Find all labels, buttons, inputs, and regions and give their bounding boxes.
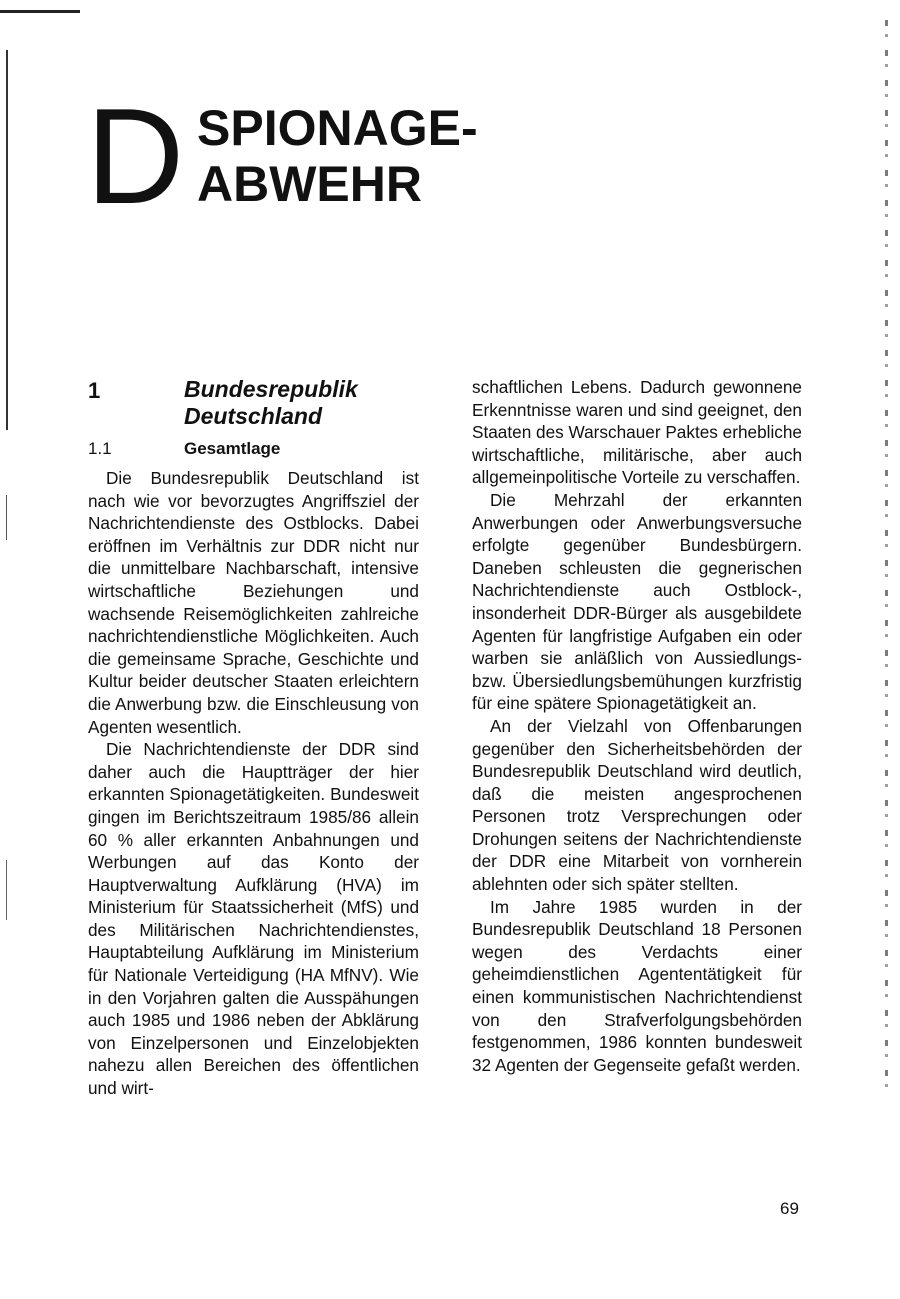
scan-artifact-right	[885, 20, 888, 1100]
chapter-title-line: SPIONAGE-	[197, 100, 478, 156]
scan-artifact-left	[6, 495, 7, 540]
section-title	[184, 376, 444, 430]
paragraph: Die Mehrzahl der erkannten Anwerbungen oder Anwerbungsversuche erfolgte gegenüber Bundesbürgern. Daneben schleusten die gegnerischen Nachrichtendienste auch Ostblock-, insonderheit DDR-Bürger als ausgebildete Agenten für langfristige Aufgaben ein oder warben sie anläßlich von Aussiedlungs- bzw. Übersiedlungsbemühungen kurzfristig für eine spätere Spionagetätigkeit an.	[472, 489, 802, 714]
paragraph: Die Bundesrepublik Deutschland ist nach wie vor bevorzugtes Angriffsziel der Nachrichtendienste des Ostblocks. Dabei eröffnen im Verhältnis zur DDR nicht nur die unmittelbare Nachbarschaft, intensive wirtschaftliche Beziehungen und wachsende Reisemöglichkeiten zahlreiche nachrichtendienstliche Möglichkeiten. Auch die gemeinsame Sprache, Geschichte und Kultur beider deutscher Staaten erleichtern die Anwerbung bzw. die Einschleusung von Agenten wesentlich.	[88, 468, 419, 737]
chapter-title-line: ABWEHR	[197, 156, 422, 212]
chapter-title	[197, 100, 478, 212]
paragraph: Die Nachrichtendienste der DDR sind daher auch die Hauptträger der hier erkannten Spionagetätigkeiten. Bundesweit gingen im Berichtszeitraum 1985/86 allein 60 % aller erkannten Anbahnungen und Werbungen auf das Konto der Hauptverwaltung Aufklärung (HVA) im Ministerium für Staatssicherheit (MfS) und des Militärischen Nachrichtendienstes, Hauptabteilung Aufklärung im Ministerium für Nationale Verteidigung (HA MfNV). Wie in den Vorjahren galten die Ausspähungen auch 1985 und 1986 neben der Abklärung von Einzelpersonen und Einzelobjekten nahezu allen Bereichen des öffentlichen und wirt-	[88, 739, 419, 1099]
paragraph: Im Jahre 1985 wurden in der Bundesrepublik Deutschland 18 Personen wegen des Verdachts einer geheimdienstlichen Agententätigkeit für einen kommunistischen Nachrichtendienst von den Strafverfolgungsbehörden festgenommen, 1986 konnten bundesweit 32 Agenten der Gegenseite gefaßt werden.	[472, 896, 802, 1075]
paragraph: schaftlichen Lebens. Dadurch gewonnene Erkenntnisse waren und sind geeignet, den Staaten des Warschauer Paktes erhebliche wirtschaftliche, militärische, aber auch allgemeinpolitische Vorteile zu verschaffen.	[472, 377, 802, 488]
paragraph: An der Vielzahl von Offenbarungen gegenüber den Sicherheitsbehörden der Bundesrepublik Deutschland wird deutlich, daß die meisten angesprochenen Personen trotz Versprechungen oder Drohungen seitens der Nachrichtendienste der DDR eine Mitarbeit von vornherein ablehnten oder sich später stellten.	[472, 715, 802, 895]
section-title-line: Deutschland	[184, 403, 323, 429]
scan-artifact-top	[0, 10, 80, 13]
left-column	[88, 467, 419, 1100]
page-number: 69	[780, 1199, 799, 1218]
right-column	[472, 376, 802, 1076]
chapter-letter: D	[86, 80, 185, 232]
subsection-number: 1.1	[88, 439, 112, 458]
section-number: 1	[88, 378, 101, 403]
scan-artifact-left	[6, 50, 8, 430]
subsection-title: Gesamtlage	[184, 439, 281, 458]
section-title-line: Bundesrepublik	[184, 376, 358, 402]
scan-artifact-left	[6, 860, 7, 920]
